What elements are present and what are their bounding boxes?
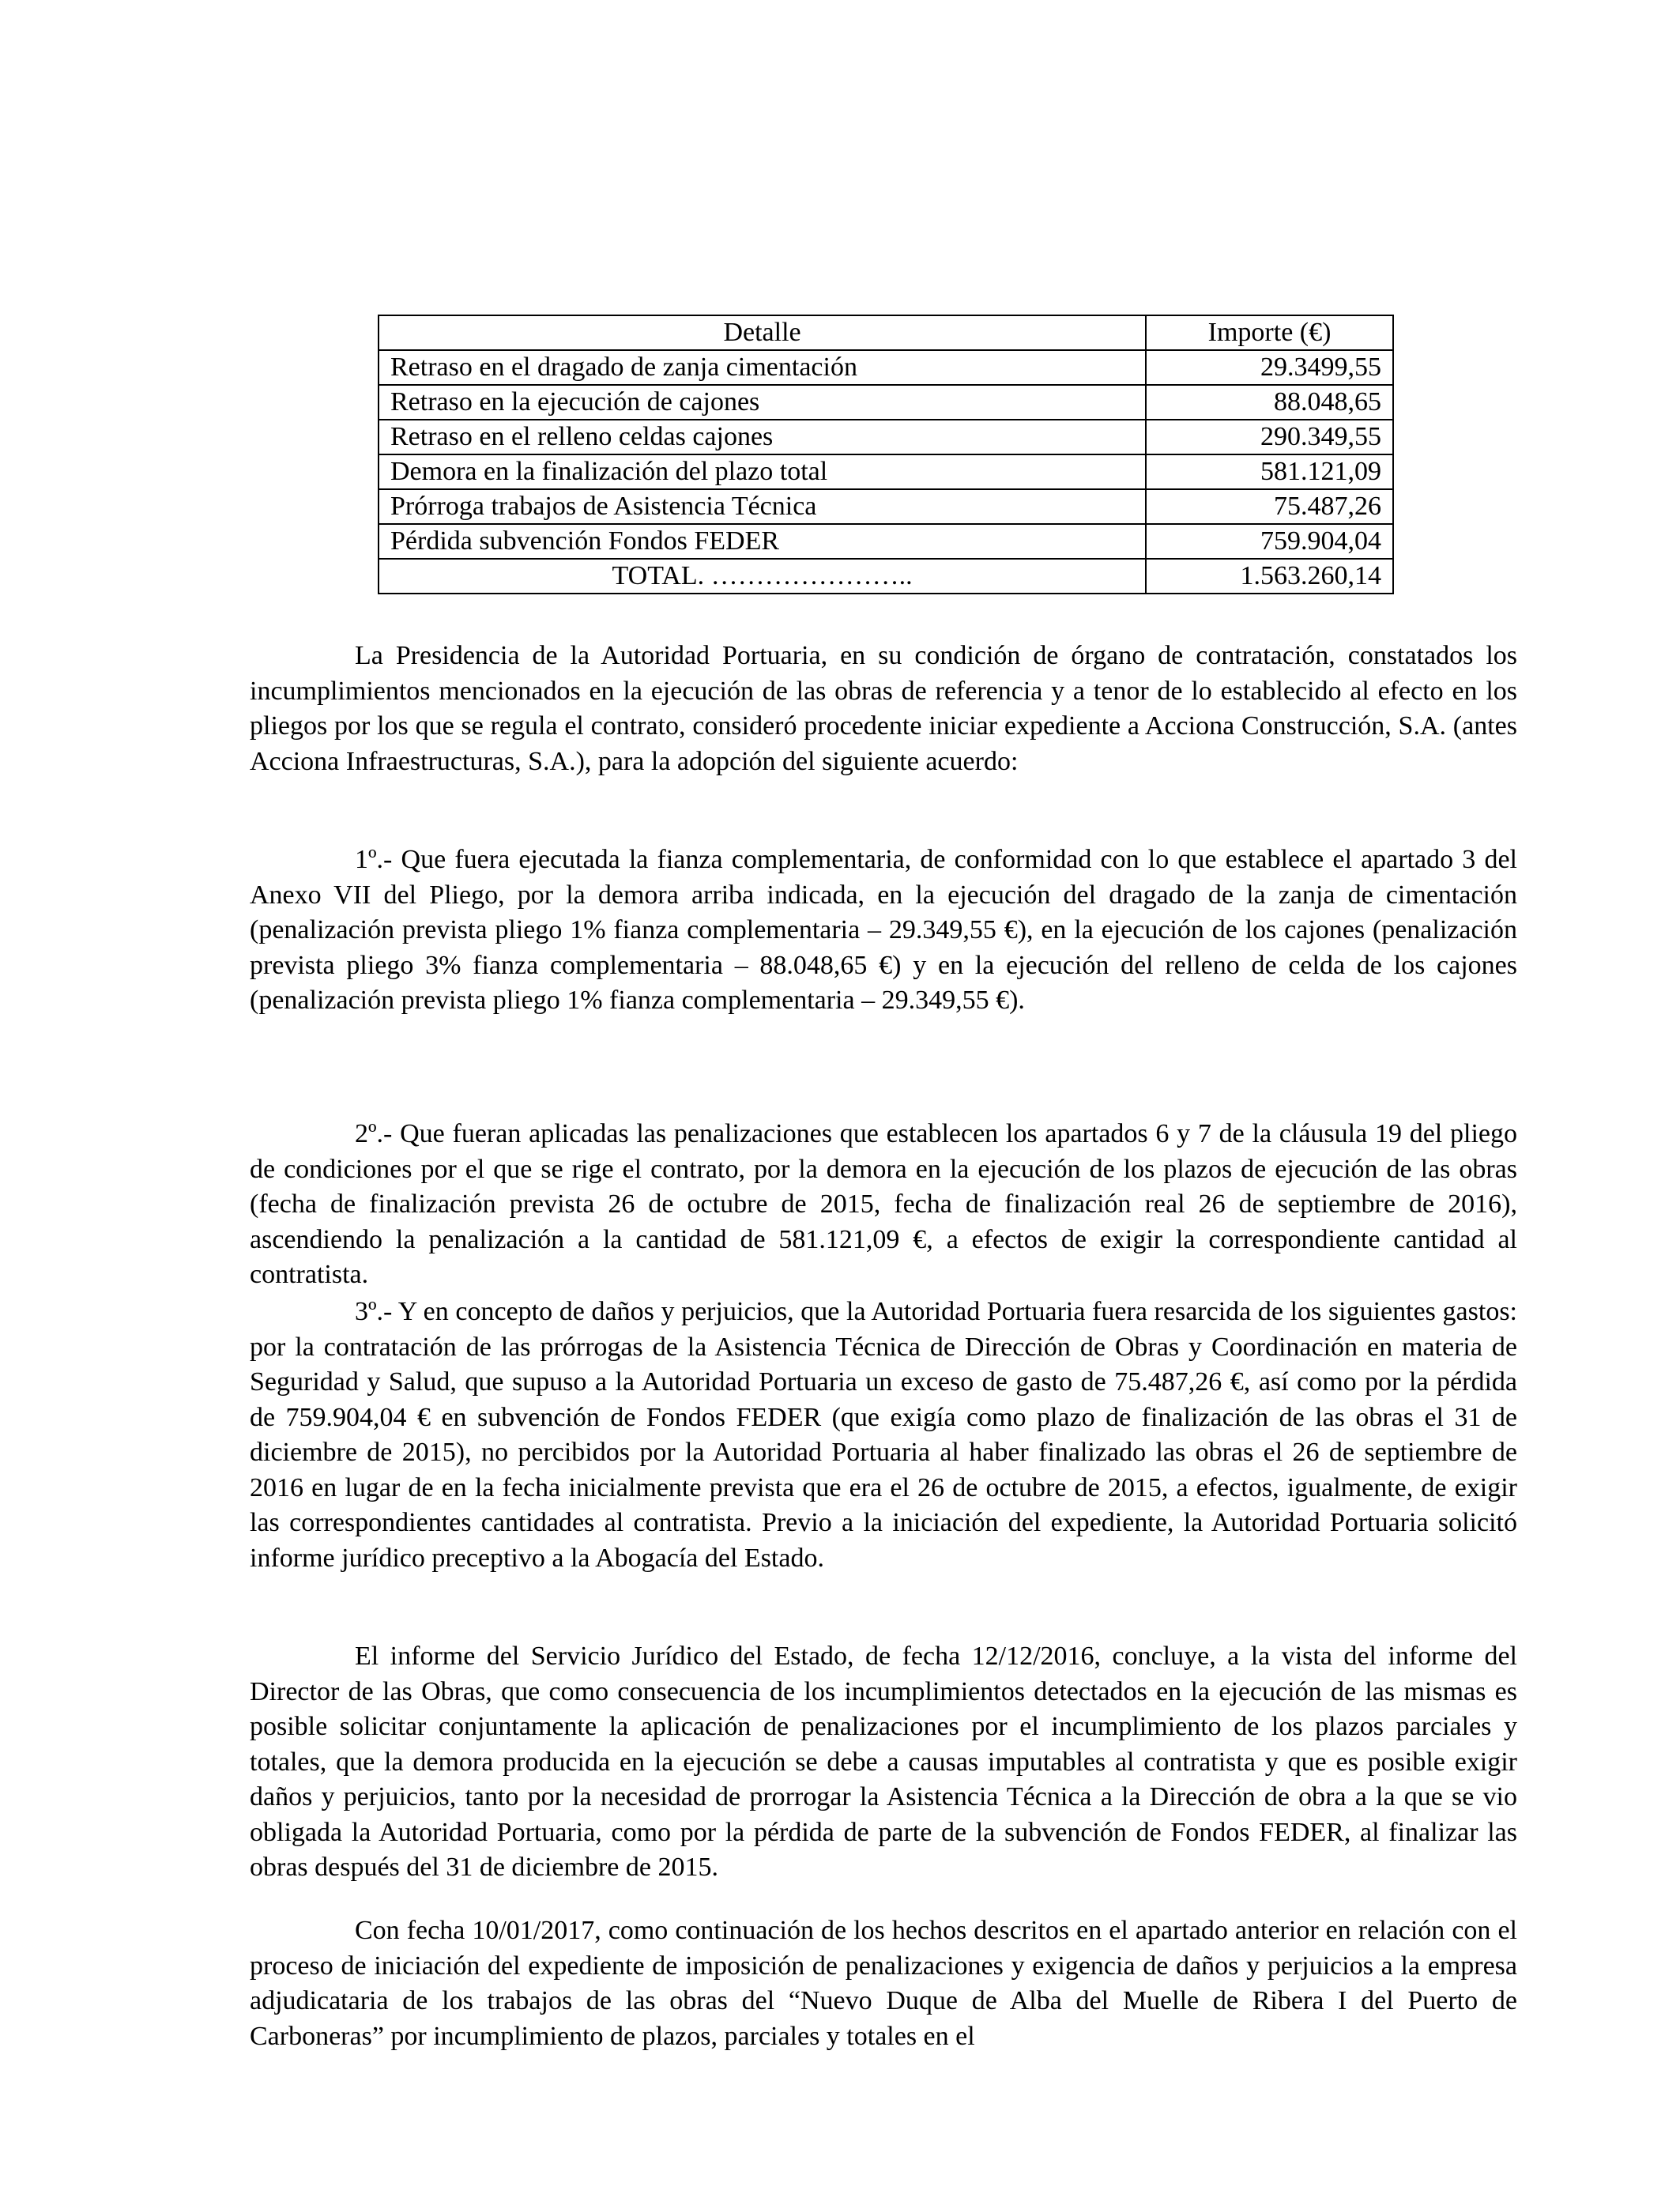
row-amount: 88.048,65 bbox=[1146, 385, 1393, 420]
row-detail: Demora en la finalización del plazo total bbox=[379, 454, 1146, 489]
row-detail: Prórroga trabajos de Asistencia Técnica bbox=[379, 489, 1146, 524]
row-amount: 290.349,55 bbox=[1146, 420, 1393, 454]
paragraph-acuerdo-1 bbox=[250, 843, 1517, 1019]
paragraph-text: El informe del Servicio Jurídico del Estado, de fecha 12/12/2016, concluye, a la vista del informe del Director de las Obras, que como consecuencia de los incumplimientos detectados en la ejecución de las mismas es posible solicitar conjuntamente la aplicación de penalizaciones por el incumplimiento de los plazos parciales y totales, que la demora producida en la ejecución se debe a causas imputables al contratista y que es posible exigir daños y perjuicios, tanto por la necesidad de prorrogar la Asistencia Técnica a la Dirección de obra a la que se vio obligada la Autoridad Portuaria, como por la pérdida de parte de la subvención de Fondos FEDER, al finalizar las obras después del 31 de diciembre de 2015. bbox=[250, 1642, 1517, 1882]
row-detail: Retraso en el dragado de zanja cimentación bbox=[379, 350, 1146, 385]
table-row bbox=[379, 489, 1393, 524]
row-amount: 75.487,26 bbox=[1146, 489, 1393, 524]
row-amount: 581.121,09 bbox=[1146, 454, 1393, 489]
paragraph-acuerdo-3 bbox=[250, 1295, 1517, 1576]
paragraph-text: 3º.- Y en concepto de daños y perjuicios, que la Autoridad Portuaria fuera resarcida de los siguientes gastos: por la contratación de las prórrogas de la Asistencia Técnica de Dirección de Obras y Coordinación en materia de Seguridad y Salud, que supuso a la Autoridad Portuaria un exceso de gasto de 75.487,26 €, así como por la pérdida de 759.904,04 € en subvención de Fondos FEDER (que exigía como plazo de finalización de las obras el 31 de diciembre de 2015), no percibidos por la Autoridad Portuaria al haber finalizado las obras el 26 de septiembre de 2016 en lugar de en la fecha inicialmente prevista que era el 26 de octubre de 2015, a efectos, igualmente, de exigir las correspondientes cantidades al contratista. Previo a la iniciación del expediente, la Autoridad Portuaria solicitó informe jurídico preceptivo a la Abogacía del Estado. bbox=[250, 1297, 1517, 1573]
paragraph-continuacion bbox=[250, 1913, 1517, 2054]
cost-detail-table bbox=[378, 315, 1394, 594]
header-amount: Importe (€) bbox=[1146, 315, 1393, 350]
table-row bbox=[379, 385, 1393, 420]
row-detail: Retraso en la ejecución de cajones bbox=[379, 385, 1146, 420]
table-total-row bbox=[379, 559, 1393, 594]
table-row bbox=[379, 420, 1393, 454]
paragraph-acuerdo-2 bbox=[250, 1117, 1517, 1293]
paragraph-text: La Presidencia de la Autoridad Portuaria, en su condición de órgano de contratación, constatados los incumplimientos mencionados en la ejecución de las obras de referencia y a tenor de lo establecido al efecto en los pliegos por los que se regula el contrato, consideró procedente iniciar expediente a Acciona Construcción, S.A. (antes Acciona Infraestructuras, S.A.), para la adopción del siguiente acuerdo: bbox=[250, 641, 1517, 776]
total-amount: 1.563.260,14 bbox=[1146, 559, 1393, 594]
table-header-row bbox=[379, 315, 1393, 350]
row-detail: Pérdida subvención Fondos FEDER bbox=[379, 524, 1146, 559]
paragraph-text: 2º.- Que fueran aplicadas las penalizaciones que establecen los apartados 6 y 7 de la cláusula 19 del pliego de condiciones por el que se rige el contrato, por la demora en la ejecución de los plazos de ejecución de las obras (fecha de finalización prevista 26 de octubre de 2015, fecha de finalización real 26 de septiembre de 2016), ascendiendo la penalización a la cantidad de 581.121,09 €, a efectos de exigir la correspondiente cantidad al contratista. bbox=[250, 1119, 1517, 1289]
paragraph-presidencia bbox=[250, 639, 1517, 779]
table-row bbox=[379, 524, 1393, 559]
table-row bbox=[379, 454, 1393, 489]
paragraph-text: 1º.- Que fuera ejecutada la fianza complementaria, de conformidad con lo que establece el apartado 3 del Anexo VII del Pliego, por la demora arriba indicada, en la ejecución del dragado de la zanja de cimentación (penalización prevista pliego 1% fianza complementaria – 29.349,55 €), en la ejecución de los cajones (penalización prevista pliego 3% fianza complementaria – 88.048,65 €) y en la ejecución del relleno de celda de los cajones (penalización prevista pliego 1% fianza complementaria – 29.349,55 €). bbox=[250, 845, 1517, 1015]
table-row bbox=[379, 350, 1393, 385]
total-label: TOTAL. ………………….. bbox=[379, 559, 1146, 594]
paragraph-informe-juridico bbox=[250, 1639, 1517, 1886]
row-amount: 29.3499,55 bbox=[1146, 350, 1393, 385]
row-amount: 759.904,04 bbox=[1146, 524, 1393, 559]
row-detail: Retraso en el relleno celdas cajones bbox=[379, 420, 1146, 454]
header-detail: Detalle bbox=[379, 315, 1146, 350]
table-header bbox=[379, 315, 1393, 350]
table-body bbox=[379, 350, 1393, 594]
paragraph-text: Con fecha 10/01/2017, como continuación de los hechos descritos en el apartado anterior en relación con el proceso de iniciación del expediente de imposición de penalizaciones y exigencia de daños y perjuicios a la empresa adjudicataria de los trabajos de las obras del “Nuevo Duque de Alba del Muelle de Ribera I del Puerto de Carboneras” por incumplimiento de plazos, parciales y totales en el bbox=[250, 1916, 1517, 2051]
